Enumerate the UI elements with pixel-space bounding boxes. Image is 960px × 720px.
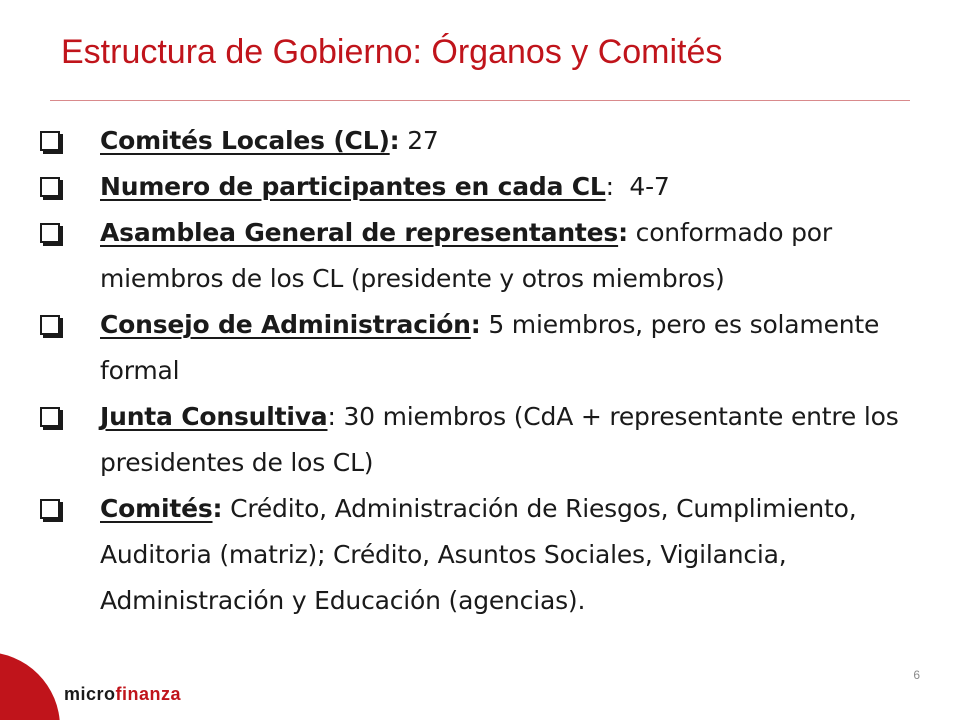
checkbox-bullet-icon — [40, 131, 60, 151]
slide-title: Estructura de Gobierno: Órganos y Comités — [61, 33, 723, 71]
list-item — [36, 118, 936, 164]
checkbox-bullet-icon — [40, 499, 60, 519]
list-item — [36, 164, 936, 210]
bullet-separator: : — [389, 126, 400, 155]
logo-part-micro: micro — [64, 684, 116, 704]
checkbox-bullet-icon — [40, 177, 60, 197]
logo-part-finanza: finanza — [115, 684, 182, 704]
bullet-label: Comités — [100, 494, 213, 523]
bullet-text: conformado por miembros de los CL (presidente y otros miembros) — [100, 218, 832, 293]
bullet-separator: : — [470, 310, 481, 339]
bullet-separator: : — [212, 494, 223, 523]
bullet-label: Comités Locales (CL) — [100, 126, 390, 155]
list-item — [36, 394, 936, 486]
checkbox-bullet-icon — [40, 315, 60, 335]
bullet-text: 27 — [399, 126, 439, 155]
bullet-separator: : — [605, 172, 614, 201]
bullet-text: 5 miembros, pero es solamente formal — [100, 310, 880, 385]
list-item — [36, 210, 936, 302]
bullet-list — [36, 118, 936, 624]
page-number: 6 — [913, 668, 920, 682]
microfinanza-logo — [64, 684, 181, 704]
list-item — [36, 302, 936, 394]
title-divider — [50, 100, 910, 101]
bullet-text: Crédito, Administración de Riesgos, Cumplimiento, Auditoria (matriz); Crédito, Asuntos Sociales, Vigilancia, Administración y Educación (agencias). — [100, 494, 857, 615]
bullet-label: Consejo de Administración — [100, 310, 471, 339]
decorative-circle — [0, 652, 60, 720]
bullet-label: Junta Consultiva — [100, 402, 328, 431]
bullet-label: Numero de participantes en cada CL — [100, 172, 606, 201]
bullet-separator: : — [327, 402, 336, 431]
bullet-text: 30 miembros (CdA + representante entre los presidentes de los CL) — [100, 402, 899, 477]
bullet-separator: : — [618, 218, 628, 247]
checkbox-bullet-icon — [40, 223, 60, 243]
bullet-text: 4-7 — [613, 172, 670, 201]
bullet-label: Asamblea General de representantes — [100, 218, 619, 247]
checkbox-bullet-icon — [40, 407, 60, 427]
list-item — [36, 486, 936, 624]
